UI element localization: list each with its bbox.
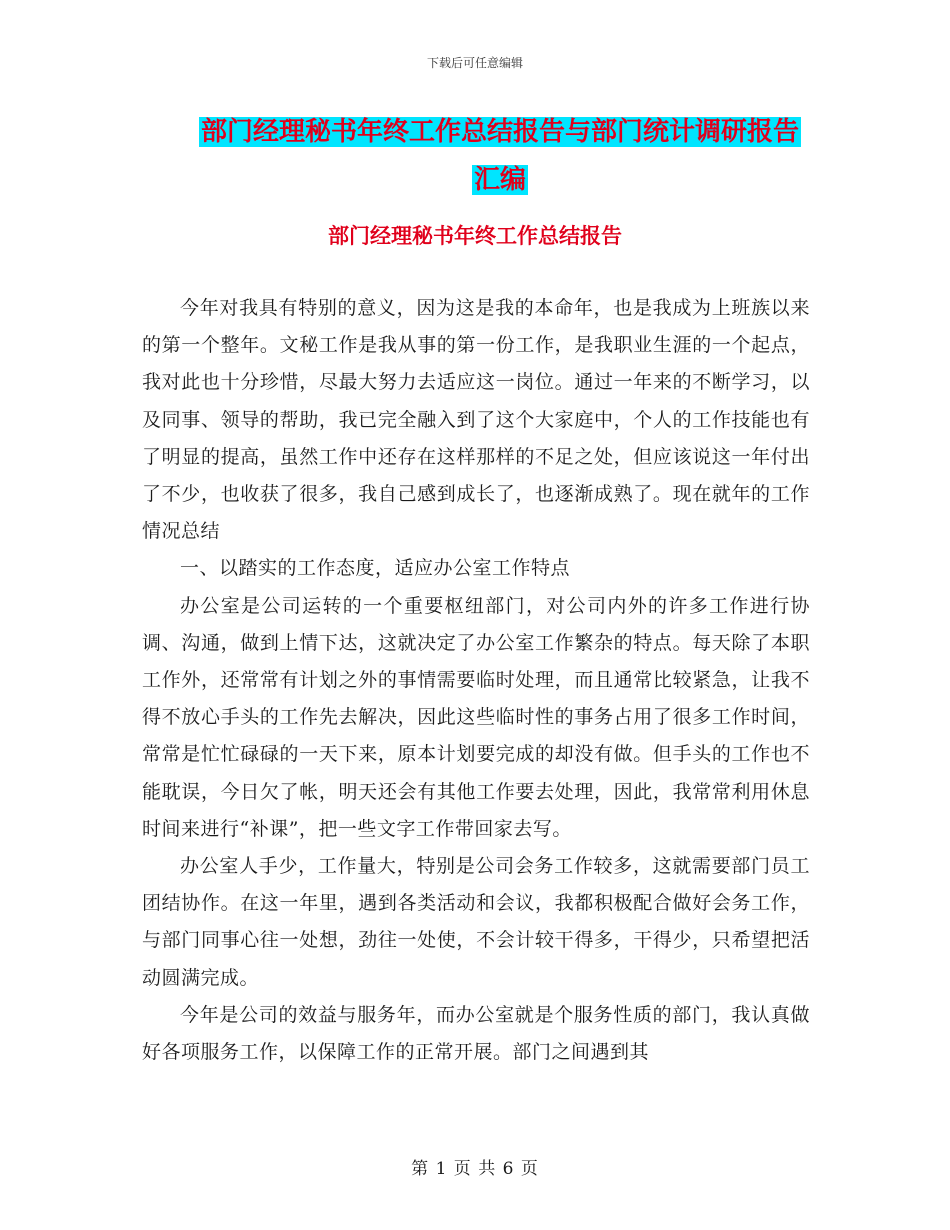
paragraph-3: 办公室人手少，工作量大，特别是公司会务工作较多，这就需要部门员工团结协作。在这一年里，遇到各类活动和会议，我都积极配合做好会务工作，与部门同事心往一处想，劲往一处使，不会计较干得多，干得少，只希望把活动圆满完成。	[142, 855, 810, 989]
paragraph-2: 办公室是公司运转的一个重要枢纽部门，对公司内外的许多工作进行协调、沟通，做到上情下达，这就决定了办公室工作繁杂的特点。每天除了本职工作外，还常常有计划之外的事情需要临时处理，而且通常比较紧急，让我不得不放心手头的工作先去解决，因此这些临时性的事务占用了很多工作时间，常常是忙忙碌碌的一天下来，原本计划要完成的却没有做。但手头的工作也不能耽误，今日欠了帐，明天还会有其他工作要去处理，因此，我常常利用休息时间来进行“补课”，把一些文字工作带回家去写。	[142, 594, 810, 840]
document-title-line-1: 部门经理秘书年终工作总结报告与部门统计调研报告	[200, 117, 799, 147]
section-title: 部门经理秘书年终工作总结报告	[328, 223, 622, 248]
paragraph-4: 今年是公司的效益与服务年，而办公室就是个服务性质的部门，我认真做好各项服务工作，以保障工作的正常开展。部门之间遇到其	[142, 1003, 810, 1064]
paragraph-heading-1: 一、以踏实的工作态度，适应办公室工作特点	[180, 557, 571, 580]
document-title-line-2: 汇编	[473, 165, 526, 195]
document-body	[142, 290, 810, 1071]
paragraph-1: 今年对我具有特别的意义，因为这是我的本命年，也是我成为上班族以来的第一个整年。文秘工作是我从事的第一份工作，是我职业生涯的一个起点，我对此也十分珍惜，尽最大努力去适应这一岗位。通过一年来的不断学习，以及同事、领导的帮助，我已完全融入到了这个大家庭中，个人的工作技能也有了明显的提高，虽然工作中还存在这样那样的不足之处，但应该说这一年付出了不少，也收获了很多，我自己感到成长了，也逐渐成熟了。现在就年的工作情况总结	[142, 297, 810, 543]
page-header-note: 下载后可任意编辑	[426, 56, 523, 70]
document-title	[190, 108, 810, 204]
page-number: 第 1 页 共 6 页	[411, 1159, 539, 1179]
